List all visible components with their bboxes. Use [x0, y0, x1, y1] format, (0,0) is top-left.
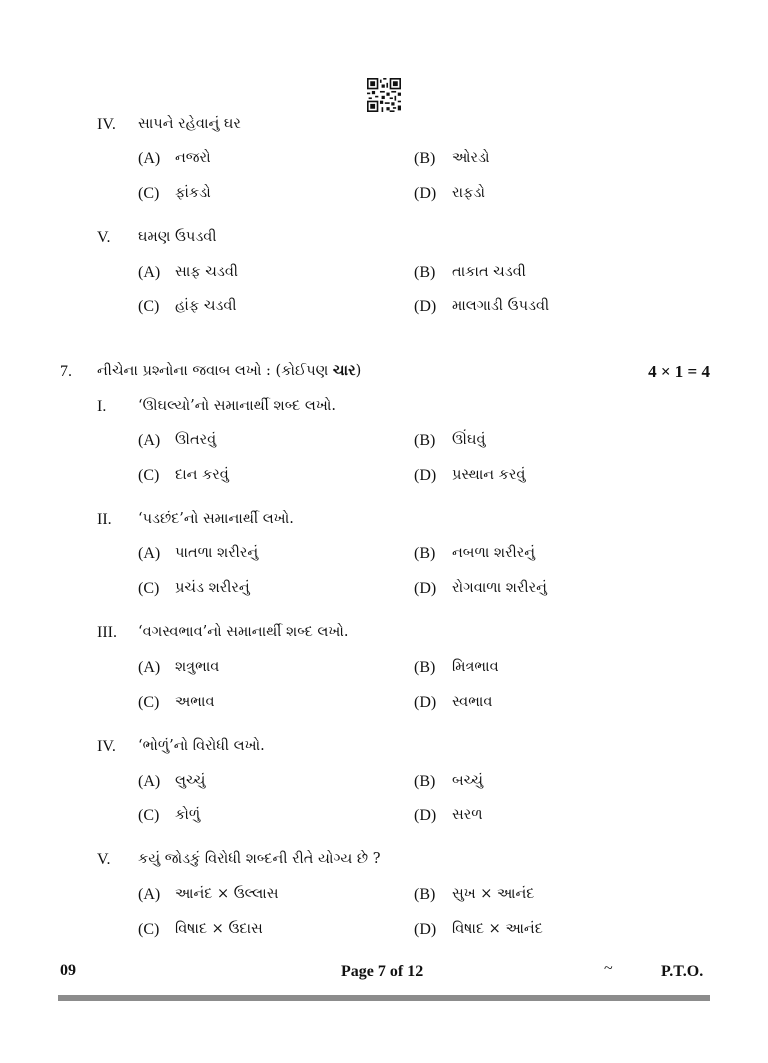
prev-v-option-d-text: માલગાડી ઉપડવી [452, 298, 550, 314]
prev-iv-option-a-text: નજરો [175, 150, 211, 166]
prev-iv-option-d-label: (D) [414, 185, 437, 202]
q7-ii-option-d-label: (D) [414, 580, 437, 597]
prev-v-option-c-label: (C) [138, 298, 160, 315]
q7-ii-option-b-text: નબળા શરીરનું [452, 545, 536, 561]
q7-ii-text: ‘પડછંદ’નો સમાનાર્થી લખો. [138, 511, 294, 527]
footer-pto: P.T.O. [661, 963, 704, 980]
q7-ii-option-c-label: (C) [138, 580, 160, 597]
q7-iv-option-c-text: કોળું [175, 807, 201, 823]
q7-iv-option-d-label: (D) [414, 807, 437, 824]
footer-tilde: ~ [604, 960, 613, 977]
q7-ii-number: II. [97, 511, 112, 528]
q7-iv-option-c-label: (C) [138, 807, 160, 824]
q7-iii-option-d-label: (D) [414, 694, 437, 711]
q7-iii-option-b-text: મિત્રભાવ [452, 659, 499, 675]
prev-v-text: ઘમણ ઉપડવી [138, 229, 217, 245]
q7-ii-option-a-label: (A) [138, 545, 161, 562]
q7-v-option-c-label: (C) [138, 921, 160, 938]
q7-v-option-d-text: વિષાદ × આનંદ [452, 921, 543, 937]
prev-v-option-b-text: તાકાત ચડવી [452, 264, 526, 280]
q7-ii-option-b-label: (B) [414, 545, 436, 562]
prev-iv-option-b-label: (B) [414, 150, 436, 167]
prev-v-option-a-text: સાફ ચડવી [175, 264, 239, 280]
q7-iii-option-a-label: (A) [138, 659, 161, 676]
q7-ii-option-c-text: પ્રચંડ શરીરનું [175, 580, 250, 596]
q7-v-option-c-text: વિષાદ × ઉદાસ [175, 921, 263, 937]
q7-v-option-a-label: (A) [138, 886, 161, 903]
q7-ii-option-a-text: પાતળા શરીરનું [175, 545, 259, 561]
q7-iv-option-a-label: (A) [138, 773, 161, 790]
prev-v-number: V. [97, 229, 111, 246]
q7-v-number: V. [97, 851, 111, 868]
prev-iv-option-c-label: (C) [138, 185, 160, 202]
q7-iv-option-b-label: (B) [414, 773, 436, 790]
q7-iv-option-d-text: સરળ [452, 807, 483, 823]
prev-iv-option-b-text: ઓરડો [452, 150, 490, 166]
footer-page-number: Page 7 of 12 [341, 963, 424, 980]
prev-iv-option-c-text: ફાંકડો [175, 185, 211, 201]
q7-i-option-c-text: દાન કરવું [175, 467, 229, 483]
q7-iii-text: ‘વગસ્વભાવ’નો સમાનાર્થી શબ્દ લખો. [138, 624, 349, 640]
q7-v-option-b-text: સુખ × આનંદ [452, 886, 535, 902]
prev-iv-option-d-text: રાફડો [452, 185, 485, 201]
q7-iii-option-d-text: સ્વભાવ [452, 694, 493, 710]
q7-ii-option-d-text: રોગવાળા શરીરનું [452, 580, 547, 596]
q7-iv-option-a-text: લુચ્ચું [175, 773, 206, 789]
q7-i-option-d-text: પ્રસ્થાન કરવું [452, 467, 526, 483]
footer-bar [58, 995, 710, 1001]
prev-iv-number: IV. [97, 116, 116, 133]
q7-iii-number: III. [97, 624, 117, 641]
q7-i-option-a-text: ઊતરવું [175, 432, 217, 448]
q7-v-option-b-label: (B) [414, 886, 436, 903]
q7-i-text: ‘ઊઘલ્યો’નો સમાનાર્થી શબ્દ લખો. [138, 398, 337, 414]
prev-v-option-a-label: (A) [138, 264, 161, 281]
q7-iv-number: IV. [97, 738, 116, 755]
q7-v-option-d-label: (D) [414, 921, 437, 938]
q7-number: 7. [60, 363, 72, 380]
prev-v-option-d-label: (D) [414, 298, 437, 315]
q7-v-option-a-text: આનંદ × ઉલ્લાસ [175, 886, 279, 902]
qr-code [367, 78, 401, 112]
q7-i-option-c-label: (C) [138, 467, 160, 484]
q7-i-option-b-label: (B) [414, 432, 436, 449]
prev-iv-text: સાપને રહેવાનું ઘર [138, 116, 241, 132]
q7-iv-option-b-text: બચ્ચું [452, 773, 484, 789]
q7-instruction-bold: ચાર [332, 362, 356, 379]
q7-iii-option-c-text: અભાવ [175, 694, 215, 710]
footer-code: 09 [60, 962, 76, 979]
q7-v-text: કયું જોડકું વિરોધી શબ્દની રીતે યોગ્ય છે ? [138, 851, 381, 867]
q7-i-option-d-label: (D) [414, 467, 437, 484]
q7-i-option-b-text: ઊંઘવું [452, 432, 486, 448]
prev-v-option-b-label: (B) [414, 264, 436, 281]
q7-i-option-a-label: (A) [138, 432, 161, 449]
q7-iv-text: ‘ભોળું’નો વિરોધી લખો. [138, 738, 265, 754]
prev-v-option-c-text: હાંફ ચડવી [175, 298, 237, 314]
prev-iv-option-a-label: (A) [138, 150, 161, 167]
q7-iii-option-b-label: (B) [414, 659, 436, 676]
q7-i-number: I. [97, 398, 107, 415]
q7-iii-option-a-text: શત્રુભાવ [175, 659, 220, 675]
q7-instruction: નીચેના પ્રશ્નોના જવાબ લખો : (કોઈપણ ચાર) [97, 362, 362, 379]
q7-iii-option-c-label: (C) [138, 694, 160, 711]
q7-marks: 4 × 1 = 4 [648, 362, 710, 381]
